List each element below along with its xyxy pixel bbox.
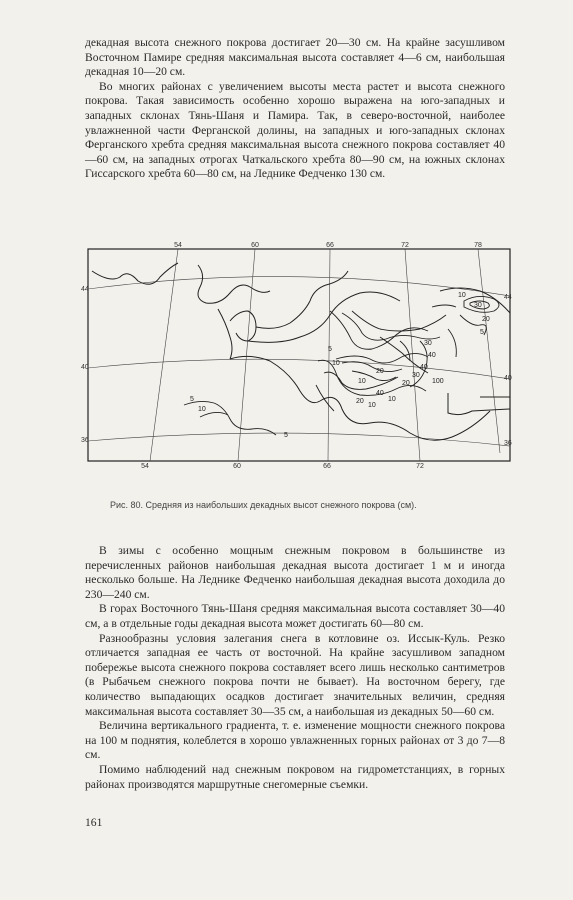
isoline-label: 10	[358, 378, 366, 385]
isoline-label: 10	[198, 406, 206, 413]
lat-label: 40	[81, 364, 89, 371]
graticule	[88, 249, 510, 461]
lon-label: 66	[323, 463, 331, 469]
isoline-label: 10	[388, 396, 396, 403]
isoline-label: 10	[332, 360, 340, 367]
body-text-bottom	[85, 544, 505, 792]
isoline-label: 30	[412, 372, 420, 379]
isoline-label: 30	[424, 340, 432, 347]
lon-label: 60	[233, 463, 241, 469]
isoline-label: 10	[458, 292, 466, 299]
paragraph: В горах Восточного Тянь-Шаня средняя максимальная высота составляет 30—40 см, а в отдельные годы декадная высота может достигать 60—80 см.	[85, 602, 505, 630]
lon-label: 78	[474, 242, 482, 249]
isoline-label: 40	[420, 364, 428, 371]
paragraph: Помимо наблюдений над снежным покровом на гидрометстанциях, в горных районах производятся маршрутные снегомерные съемки.	[85, 762, 505, 791]
isoline-label: 30	[474, 302, 482, 309]
snow-depth-map	[80, 241, 518, 469]
isoline-label: 5	[190, 396, 194, 403]
snow-depth-map-figure	[80, 241, 518, 469]
lat-label: 36	[504, 440, 512, 447]
paragraph: В зимы с особенно мощным снежным покровом в большинстве из перечисленных районов наибольшая декадная высота достигает 1 м и иногда несколько больше. На Леднике Федченко наибольшая декадная высота доходила до 230—240 см.	[85, 544, 505, 601]
paragraph: декадная высота снежного покрова достигает 20—30 см. На крайне засушливом Восточном Памире средняя максимальная высота составляет 4—6 см, наибольшая декадная 10—20 см.	[85, 36, 505, 79]
paragraph: Величина вертикального градиента, т. е. изменение мощности снежного покрова на 100 м поднятия, колеблется в хорошо увлажненных горных районах от 3 до 7—8 см.	[85, 719, 505, 762]
isoline-label: 20	[482, 316, 490, 323]
map-frame	[88, 249, 510, 461]
paragraph: Разнообразны условия залегания снега в котловине оз. Иссык-Куль. Резко отличается западная ее часть от восточной. На крайне засушливом западном побережье высота снежного покрова составляет всего лишь несколько сантиметров (в Рыбачьем снежного покрова почти не бывает). На восточном берегу, где количество выпадающих осадков достигает значительных величин, средняя максимальная высота составляет 30—35 см, а наибольшая из декадных 50—60 см.	[85, 631, 505, 718]
isoline-label: 5	[480, 329, 484, 336]
lat-label: 36	[81, 437, 89, 444]
lon-label: 66	[326, 242, 334, 249]
isoline-label: 5	[284, 432, 288, 439]
lon-label: 60	[251, 242, 259, 249]
isoline-label: 40	[376, 390, 384, 397]
paragraph: Во многих районах с увеличением высоты места растет и высота снежного покрова. Такая зависимость особенно хорошо выражена на юго-западных и западных склонах Тянь-Шаня и Памира. Так, в северо-восточной, наиболее увлажненной части Ферганской долины, на западных и юго-западных склонах Ферганского хребта средняя максимальная высота снежного покрова составляет 40—60 см, на западных отрогах Чаткальского хребта 80—90 см, на южных склонах Гиссарского хребта 60—80 см, на Леднике Федченко 130 см.	[85, 79, 505, 181]
page-number: 161	[85, 816, 103, 829]
isoline-label: 5	[328, 346, 332, 353]
isoline-label: 100	[432, 378, 444, 385]
isoline-label: 10	[368, 402, 376, 409]
lon-label: 72	[401, 242, 409, 249]
figure-caption: Рис. 80. Средняя из наибольших декадных высот снежного покрова (см).	[110, 500, 417, 510]
lon-label: 54	[141, 463, 149, 469]
isoline-label: 20	[356, 398, 364, 405]
body-text-top	[85, 36, 505, 182]
lon-label: 54	[174, 242, 182, 249]
isoline-labels	[190, 292, 490, 439]
lat-label: 44	[504, 294, 512, 301]
lat-label: 44	[81, 286, 89, 293]
isoline-label: 40	[428, 352, 436, 359]
isoline-label: 20	[376, 368, 384, 375]
coastlines	[92, 263, 510, 440]
lat-label: 40	[504, 375, 512, 382]
isoline-label: 20	[402, 380, 410, 387]
lon-label: 72	[416, 463, 424, 469]
